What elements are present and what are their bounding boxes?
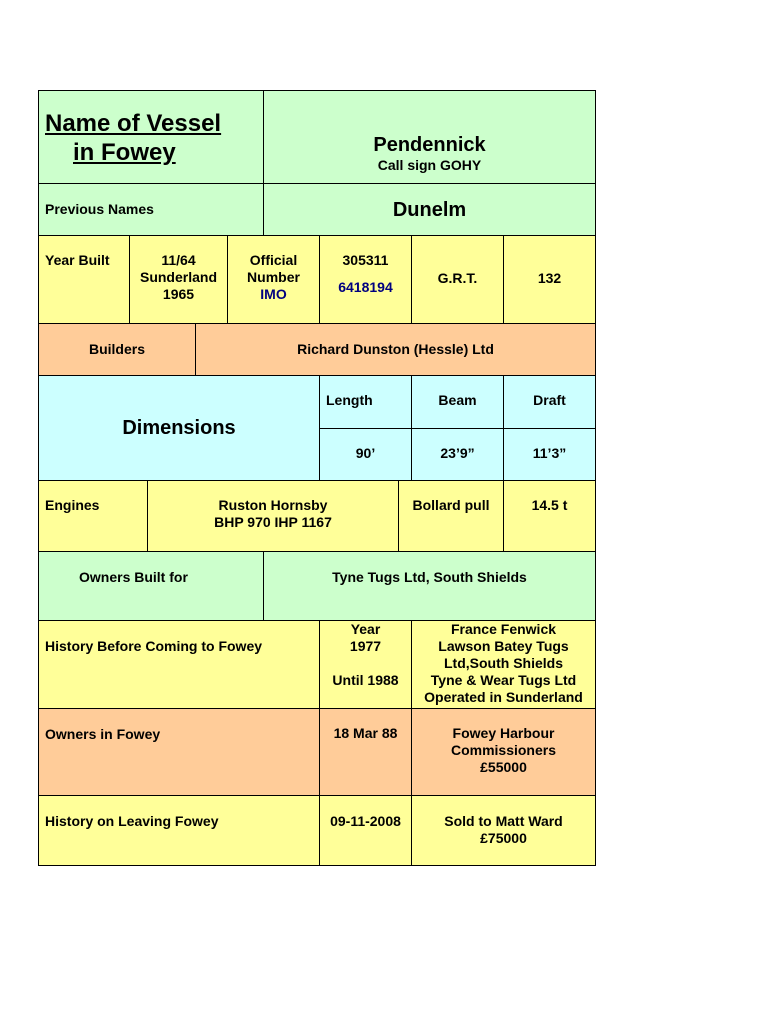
previous-names-value bbox=[263, 183, 596, 236]
year-built-label bbox=[38, 235, 130, 324]
title-line-1: Name of Vessel bbox=[45, 110, 222, 137]
beam-value-text: 23’9” bbox=[440, 445, 475, 461]
engines-label-text: Engines bbox=[45, 497, 100, 513]
history-leaving-value bbox=[411, 795, 596, 866]
history-year-from: 1977 bbox=[349, 638, 382, 654]
history-owner-line: France Fenwick bbox=[450, 621, 557, 637]
history-leaving-line: £75000 bbox=[480, 830, 527, 846]
bollard-pull-label-text: Bollard pull bbox=[412, 497, 490, 513]
owners-built-for-value bbox=[263, 551, 596, 621]
history-leaving-date-text: 09-11-2008 bbox=[330, 813, 401, 829]
vessel-name: Pendennick bbox=[373, 134, 486, 156]
official-number-value bbox=[319, 235, 412, 324]
draft-value-text: 11’3” bbox=[532, 445, 567, 461]
year-built-place: Sunderland bbox=[139, 269, 217, 285]
official-number: 305311 bbox=[342, 252, 389, 268]
history-owner-line: Operated in Sunderland bbox=[424, 689, 583, 705]
history-owner-line: Tyne & Wear Tugs Ltd bbox=[430, 672, 577, 688]
owners-in-fowey-line: £55000 bbox=[480, 759, 527, 775]
history-before-label-text: History Before Coming to Fowey bbox=[45, 638, 263, 654]
previous-names-value-text: Dunelm bbox=[392, 198, 467, 221]
call-sign: Call sign GOHY bbox=[377, 157, 482, 173]
grt-label bbox=[411, 235, 504, 324]
imo-number: 6418194 bbox=[338, 279, 393, 295]
draft-label bbox=[503, 375, 596, 429]
engines-label bbox=[38, 480, 148, 552]
grt-value-text: 132 bbox=[537, 270, 562, 286]
engines-line-1: Ruston Hornsby bbox=[218, 497, 328, 513]
history-year-until: Until 1988 bbox=[332, 672, 399, 688]
owners-in-fowey-value bbox=[411, 708, 596, 796]
official-label-line-1: Official bbox=[249, 252, 298, 268]
draft-value bbox=[503, 428, 596, 481]
history-before-owners bbox=[411, 620, 596, 709]
history-before-years bbox=[319, 620, 412, 709]
year-built-value bbox=[129, 235, 228, 324]
owners-in-fowey-label bbox=[38, 708, 320, 796]
bollard-pull-value bbox=[503, 480, 596, 552]
owners-in-fowey-line: Commissioners bbox=[450, 742, 557, 758]
length-label-text: Length bbox=[326, 392, 373, 408]
vessel-name-cell bbox=[263, 90, 596, 184]
history-leaving-line: Sold to Matt Ward bbox=[444, 813, 563, 829]
year-built-label-text: Year Built bbox=[45, 252, 110, 268]
grt-value bbox=[503, 235, 596, 324]
history-before-label bbox=[38, 620, 320, 709]
history-year-label: Year bbox=[350, 621, 381, 637]
official-number-label bbox=[227, 235, 320, 324]
engines-value bbox=[147, 480, 399, 552]
title-cell bbox=[38, 90, 264, 184]
history-leaving-date bbox=[319, 795, 412, 866]
owners-built-for-value-text: Tyne Tugs Ltd, South Shields bbox=[332, 569, 527, 585]
owners-built-for-label-text: Owners Built for bbox=[79, 569, 188, 585]
builders-value-text: Richard Dunston (Hessle) Ltd bbox=[297, 341, 494, 357]
title-line-2: in Fowey bbox=[73, 139, 176, 166]
history-owner-line: Lawson Batey Tugs bbox=[438, 638, 569, 654]
owners-in-fowey-label-text: Owners in Fowey bbox=[45, 726, 161, 742]
draft-label-text: Draft bbox=[533, 392, 566, 408]
official-label-line-2: Number bbox=[247, 269, 300, 285]
bollard-pull-value-text: 14.5 t bbox=[531, 497, 568, 513]
owners-built-for-label bbox=[38, 551, 264, 621]
builders-value bbox=[195, 323, 596, 376]
builders-label bbox=[38, 323, 196, 376]
history-leaving-label-text: History on Leaving Fowey bbox=[45, 813, 219, 829]
length-value bbox=[319, 428, 412, 481]
beam-label-text: Beam bbox=[438, 392, 477, 408]
grt-label-text: G.R.T. bbox=[437, 270, 478, 286]
history-leaving-label bbox=[38, 795, 320, 866]
previous-names-label-text: Previous Names bbox=[45, 201, 154, 217]
length-label bbox=[319, 375, 412, 429]
owners-in-fowey-date bbox=[319, 708, 412, 796]
beam-value bbox=[411, 428, 504, 481]
dimensions-label bbox=[38, 375, 320, 481]
owners-in-fowey-date-text: 18 Mar 88 bbox=[333, 725, 398, 741]
dimensions-label-text: Dimensions bbox=[122, 417, 236, 439]
year-built-year: 1965 bbox=[162, 286, 195, 302]
year-built-date: 11/64 bbox=[161, 252, 196, 268]
beam-label bbox=[411, 375, 504, 429]
history-owner-line: Ltd,South Shields bbox=[444, 655, 563, 671]
bollard-pull-label bbox=[398, 480, 504, 552]
engines-line-2: BHP 970 IHP 1167 bbox=[214, 514, 332, 530]
owners-in-fowey-line: Fowey Harbour bbox=[452, 725, 555, 741]
builders-label-text: Builders bbox=[88, 341, 145, 357]
imo-label: IMO bbox=[260, 286, 287, 302]
previous-names-label bbox=[38, 183, 264, 236]
vessel-record-card bbox=[38, 90, 596, 866]
length-value-text: 90’ bbox=[355, 445, 376, 461]
